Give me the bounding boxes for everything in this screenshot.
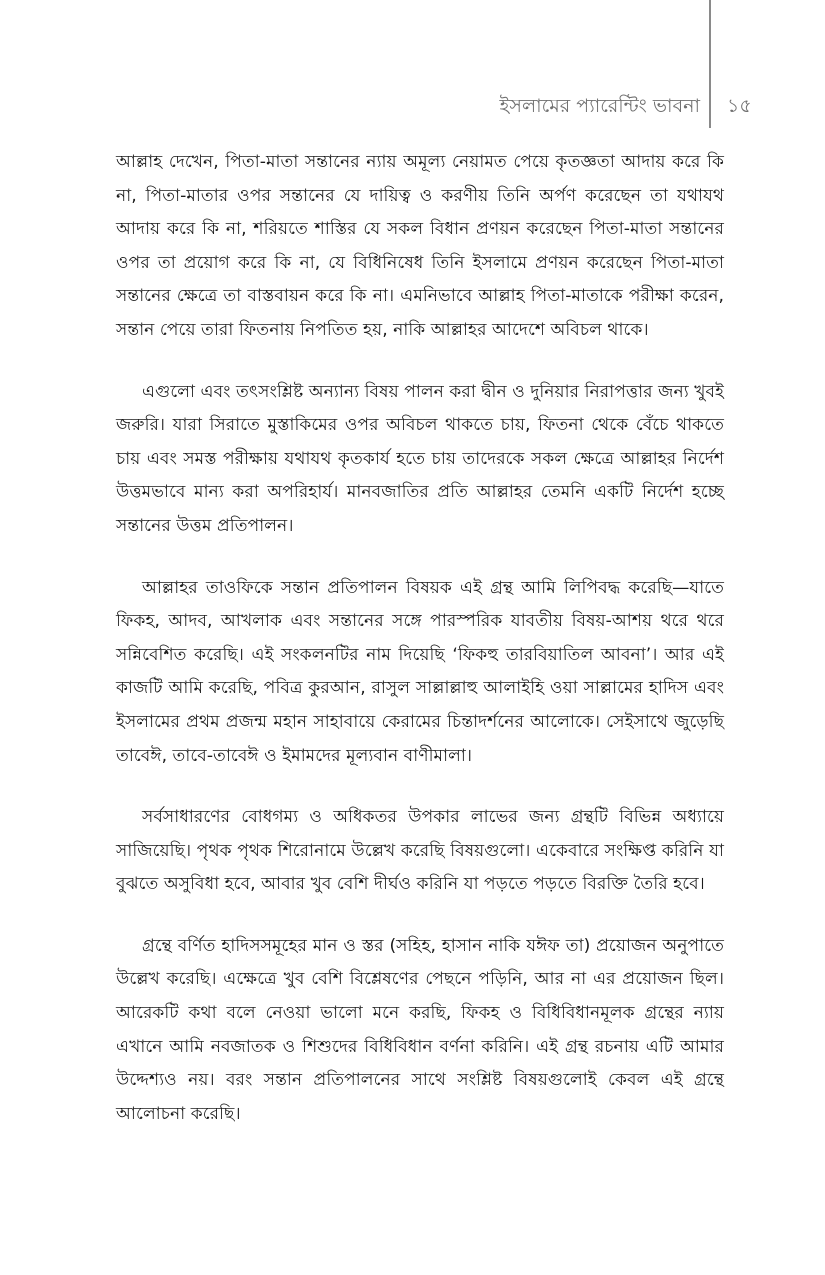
page-number: ১৫	[727, 95, 752, 117]
paragraph-5: গ্রন্থে বর্ণিত হাদিসসমূহের মান ও স্তর (সহিহ, হাসান নাকি যঈফ তা) প্রয়োজন অনুপাতে উল্লেখ করেছি। এক্ষেত্রে খুব বেশি বিশ্লেষণের পেছনে পড়িনি, আর না এর প্রয়োজন ছিল। আরেকটি কথা বলে নেওয়া ভালো মনে করছি, ফিকহ ও বিধিবিধানমূলক গ্রন্থের ন্যায় এখানে আমি নবজাতক ও শিশুদের বিধিবিধান বর্ণনা করিনি। এই গ্রন্থ রচনায় এটি আমার উদ্দেশ্যও নয়। বরং সন্তান প্রতিপালনের সাথে সংশ্লিষ্ট বিষয়গুলোই কেবল এই গ্রন্থে আলোচনা করেছি।	[116, 935, 724, 1124]
paragraph-4: সর্বসাধারণের বোধগম্য ও অধিকতর উপকার লাভের জন্য গ্রন্থটি বিভিন্ন অধ্যায়ে সাজিয়েছি। পৃথক পৃথক শিরোনামে উল্লেখ করেছি বিষয়গুলো। একেবারে সংক্ষিপ্ত করিনি যা বুঝতে অসুবিধা হবে, আবার খুব বেশি দীর্ঘও করিনি যা পড়তে পড়তে বিরক্তি তৈরি হবে।	[116, 807, 724, 895]
paragraph-1: আল্লাহ দেখেন, পিতা-মাতা সন্তানের ন্যায় অমূল্য নেয়ামত পেয়ে কৃতজ্ঞতা আদায় করে কি না, পিতা-মাতার ওপর সন্তানের যে দায়িত্ব ও করণীয় তিনি অর্পণ করেছেন তা যথাযথ আদায় করে কি না, শরিয়তে শাস্তির যে সকল বিধান প্রণয়ন করেছেন পিতা-মাতা সন্তানের ওপর তা প্রয়োগ করে কি না, যে বিধিনিষেধ তিনি ইসলামে প্রণয়ন করেছেন পিতা-মাতা সন্তানের ক্ষেত্রে তা বাস্তবায়ন করে কি না। এমনিভাবে আল্লাহ পিতা-মাতাকে পরীক্ষা করেন, সন্তান পেয়ে তারা ফিতনায় নিপতিত হয়, নাকি আল্লাহর আদেশে অবিচল থাকে।	[116, 152, 724, 340]
paragraph-2: এগুলো এবং তৎসংশ্লিষ্ট অন্যান্য বিষয় পালন করা দ্বীন ও দুনিয়ার নিরাপত্তার জন্য খুবই জরুরি। যারা সিরাতে মুস্তাকিমের ওপর অবিচল থাকতে চায়, ফিতনা থেকে বেঁচে থাকতে চায় এবং সমস্ত পরীক্ষায় যথাযথ কৃতকার্য হতে চায় তাদেরকে সকল ক্ষেত্রে আল্লাহর নির্দেশ উত্তমভাবে মান্য করা অপরিহার্য। মানবজাতির প্রতি আল্লাহর তেমনি একটি নির্দেশ হচ্ছে সন্তানের উত্তম প্রতিপালন।	[116, 381, 724, 536]
body-text	[116, 146, 724, 1159]
header-vertical-rule	[709, 0, 711, 128]
running-title: ইসলামের প্যারেন্টিং ভাবনা	[499, 95, 700, 117]
paragraph-3: আল্লাহর তাওফিকে সন্তান প্রতিপালন বিষয়ক এই গ্রন্থ আমি লিপিবদ্ধ করেছি—যাতে ফিকহ, আদব, আখলাক এবং সন্তানের সঙ্গে পারস্পরিক যাবতীয় বিষয়-আশয় থরে থরে সন্নিবেশিত করেছি। এই সংকলনটির নাম দিয়েছি ‘ফিকহু তারবিয়াতিল আবনা’। আর এই কাজটি আমি করেছি, পবিত্র কুরআন, রাসুল সাল্লাল্লাহু আলাইহি ওয়া সাল্লামের হাদিস এবং ইসলামের প্রথম প্রজন্ম মহান সাহাবায়ে কেরামের চিন্তাদর্শনের আলোকে। সেইসাথে জুড়েছি তাবেঈ, তাবে-তাবেঈ ও ইমামদের মূল্যবান বাণীমালা।	[116, 577, 724, 766]
